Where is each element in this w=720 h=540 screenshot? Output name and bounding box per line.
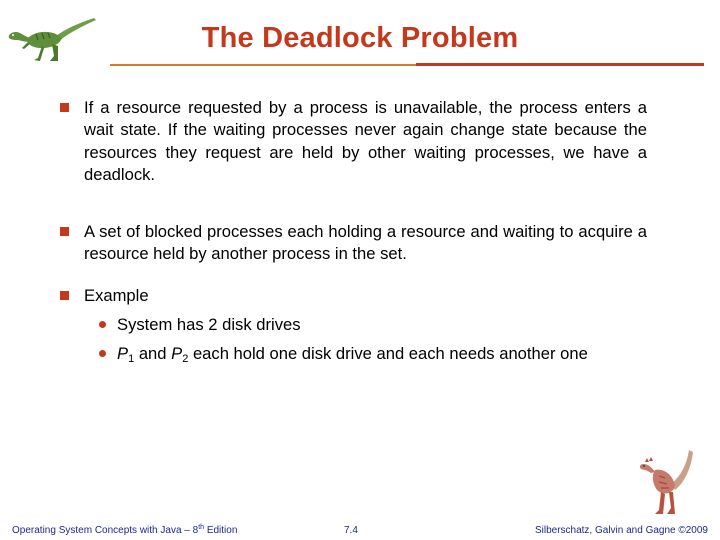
footer-book-title xyxy=(12,525,237,536)
bullet-example: Example xyxy=(84,286,149,305)
square-bullet-icon xyxy=(60,227,69,236)
process-p1: P xyxy=(117,344,129,363)
footer-authors: Silberschatz, Galvin and Gagne ©2009 xyxy=(534,525,708,536)
footer-page-number: 7.4 xyxy=(344,525,358,536)
title-underline xyxy=(110,63,704,67)
bullet-blocked-processes: A set of blocked processes each holding a resource and waiting to acquire a resource held by another process in the set. xyxy=(84,222,647,264)
bullet-deadlock-definition: If a resource requested by a process is unavailable, the process enters a wait state. If the waiting processes never again change state because the resources they request are held by other waiting processes, we have a deadlock. xyxy=(84,98,647,185)
process-p1-subscript: 1 xyxy=(128,353,135,365)
footer-edition-suffix: Edition xyxy=(204,525,238,536)
sub-bullet-disk-drives: System has 2 disk drives xyxy=(117,315,301,334)
footer-edition-sup: th xyxy=(198,524,205,531)
dinosaur-footer-icon xyxy=(637,440,697,520)
round-bullet-icon xyxy=(99,321,106,328)
process-p2-subscript: 2 xyxy=(182,353,189,365)
sub-bullet-rest: each hold one disk drive and each needs another one xyxy=(188,344,588,363)
and-text: and xyxy=(134,344,172,363)
round-bullet-icon xyxy=(99,350,106,357)
footer-book-title-text: Operating System Concepts with Java – 8 xyxy=(12,525,199,536)
square-bullet-icon xyxy=(60,291,69,300)
slide-title: The Deadlock Problem xyxy=(201,22,519,54)
sub-bullet-p1-p2 xyxy=(117,343,588,365)
process-p2: P xyxy=(171,344,183,363)
square-bullet-icon xyxy=(60,103,69,112)
